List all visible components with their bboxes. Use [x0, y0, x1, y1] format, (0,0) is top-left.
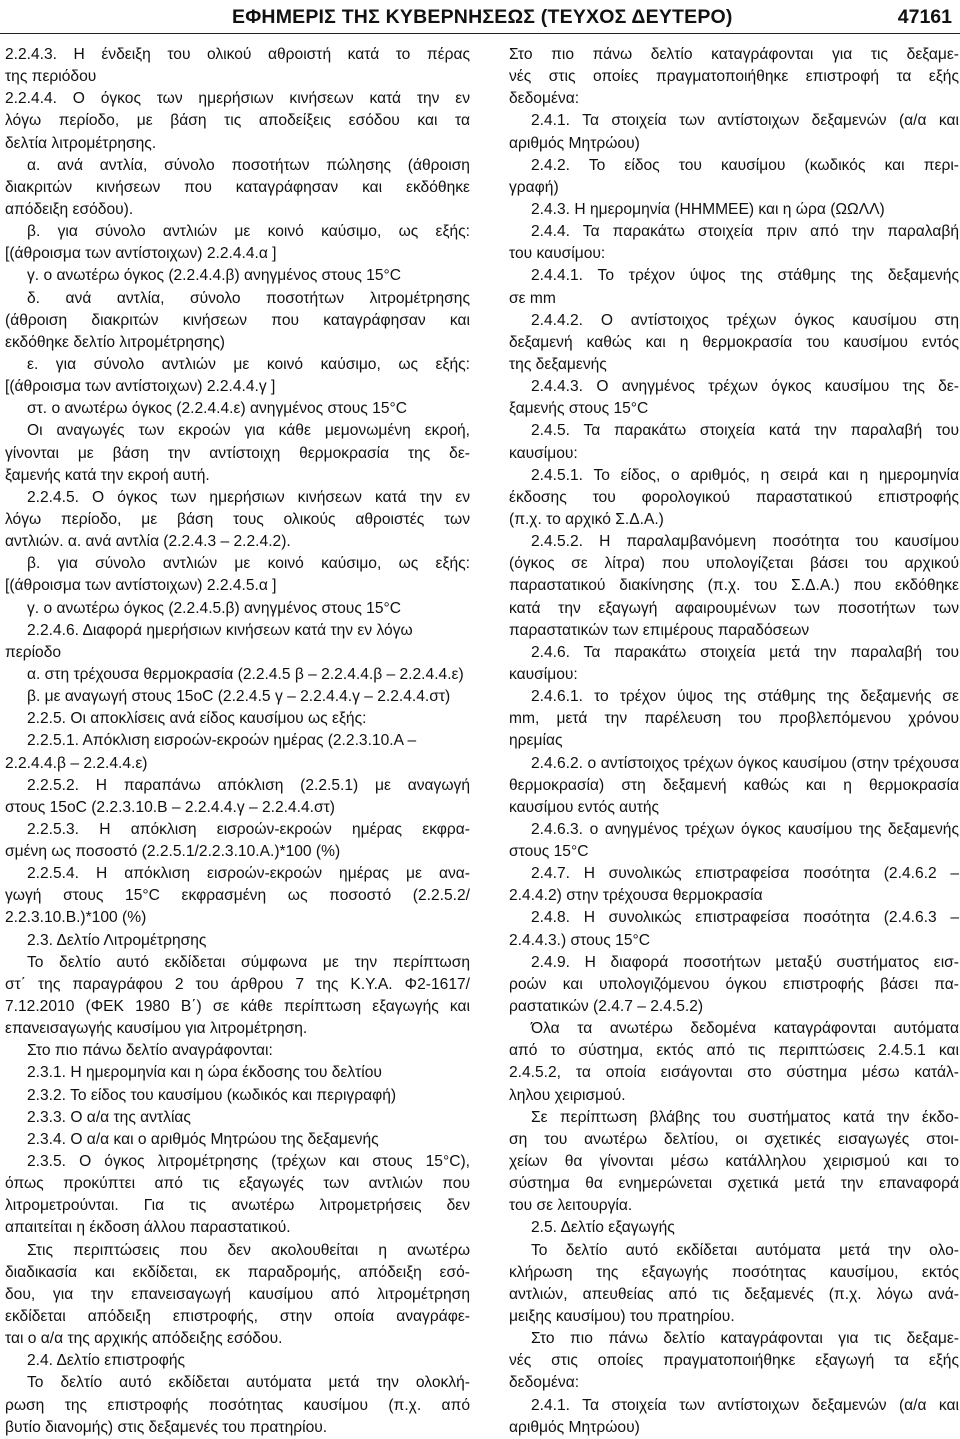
text-line: αντλιών. α. ανά αντλία (2.2.4.3 – 2.2.4.2). [5, 533, 291, 551]
text-line: Στο πιο πάνω δελτίο καταγράφονται για τις δεξαμε- [531, 1330, 959, 1348]
text-line: λόγω περίοδο, με βάση τους ολικούς αθροιστές των [5, 510, 470, 528]
gazette-title: ΕΦΗΜΕΡΙΣ ΤΗΣ ΚΥΒΕΡΝΗΣΕΩΣ (ΤΕΥΧΟΣ ΔΕΥΤΕΡΟ) [232, 6, 733, 28]
text-line: Όλα τα ανωτέρω δεδομένα καταγράφονται αυτόματα [531, 1020, 959, 1038]
text-line: αριθμός Μητρώου) [509, 1418, 640, 1436]
text-line: στους 15οC (2.2.3.10.Β – 2.2.4.4.γ – 2.2.4.4.στ) [5, 798, 335, 816]
text-line: β. για σύνολο αντλιών με κοινό καύσιμο, ως εξής: [27, 223, 470, 241]
text-line: έκδοσης του φορολογικού παραστατικού επιστροφής [509, 488, 959, 506]
text-line: 2.3. Δελτίο Λιτρομέτρησης [27, 931, 207, 949]
text-line: 2.2.5.4. Η απόκλιση εισροών-εκροών ημέρας με ανα- [27, 865, 470, 883]
text-line: βυτίο διανομής) στις δεξαμενές του πρατηρίου. [5, 1418, 328, 1436]
text-line: διακριτών κινήσεων που καταγράφησαν και εκδόθηκε [5, 178, 470, 196]
text-line: 2.4.5.2, τα οποία εισάγονται στο σύστημα μέσω κατάλ- [509, 1064, 959, 1082]
text-line: δου, για την επανεισαγωγή καυσίμου από λιτρομέτρηση [5, 1285, 470, 1303]
text-line: 2.4.4.2) στην τρέχουσα θερμοκρασία [509, 887, 763, 905]
text-line: 2.2.5.3. Η απόκλιση εισροών-εκροών ημέρας εκφρα- [27, 820, 470, 838]
text-line: Στο πιο πάνω δελτίο αναγράφονται: [27, 1042, 273, 1060]
text-line: γ. ο ανωτέρω όγκος (2.2.4.4.β) ανηγμένος στους 15°C [27, 267, 402, 285]
text-line: ηρεμίας [509, 732, 563, 750]
text-line: 2.4. Δελτίο επιστροφής [27, 1352, 186, 1370]
text-line: σύστημα θα ενημερώνεται σχετικά μετά την επαναφορά [509, 1175, 959, 1193]
text-line: 2.2.4.4.β – 2.2.4.4.ε) [5, 754, 148, 772]
text-line: 2.4.6. Τα παρακάτω στοιχεία μετά την παραλαβή του [531, 643, 959, 661]
text-line: νές στις οποίες πραγματοποιήθηκε εξαγωγή τα εξής [509, 1352, 959, 1370]
text-line: 2.4.6.3. ο ανηγμένος τρέχων όγκος καυσίμου της δεξαμενής [531, 820, 959, 838]
text-line: 2.4.4.3.) στους 15°C [509, 931, 650, 949]
text-line: αντλιών, απευθείας από τις δεξαμενές (π.χ. λόγω ανά- [509, 1285, 959, 1303]
text-line: 2.4.8. Η συνολικώς επιστραφείσα ποσότητα (2.4.6.3 – [531, 909, 959, 927]
text-line: λόγω περίοδο, με βάση τις αποδείξεις εσόδου και τα [5, 112, 470, 130]
text-line: στ. ο ανωτέρω όγκος (2.2.4.4.ε) ανηγμένος στους 15°C [27, 400, 407, 418]
text-line: δεξαμενή καθώς και η θερμοκρασία του καυσίμου εντός [509, 333, 959, 351]
text-line: ραστατικών (2.4.7 – 2.4.5.2) [509, 998, 704, 1016]
text-line: διαδικασία και εκδίδεται, εκ παραδρομής, απόδειξη εσό- [5, 1263, 470, 1281]
text-line: απαιτείται η έκδοση άλλου παραστατικού. [5, 1219, 291, 1237]
text-line: 2.4.1. Τα στοιχεία των αντίστοιχων δεξαμενών (α/α και [531, 112, 959, 130]
text-line: 2.3.4. Ο α/α και ο αριθμός Μητρώου της δεξαμενής [27, 1130, 379, 1148]
text-line: 2.2.5.1. Απόκλιση εισροών-εκροών ημέρας (2.2.3.10.Α – [27, 732, 417, 750]
text-line: 2.2.4.6. Διαφορά ημερήσιων κινήσεων κατά την εν λόγω [27, 621, 413, 639]
text-line: 2.4.3. Η ημερομηνία (ΗΗΜΜΕΕ) και η ώρα (ΩΩΛΛ) [531, 200, 885, 218]
text-line: mm, μετά την παρέλευση του προβλεπόμενου χρόνου [509, 710, 959, 728]
text-line: περίοδο [5, 643, 62, 661]
text-line: θερμοκρασία) στη δεξαμενή καθώς και η θερμοκρασία [509, 776, 959, 794]
text-line: ται ο α/α της αρχικής απόδειξης εσόδου. [5, 1330, 283, 1348]
text-line: δεδομένα: [509, 90, 580, 108]
text-line: από το σύστημα, εκτός από τις περιπτώσεις 2.4.5.1 και [509, 1042, 959, 1060]
left-column [5, 44, 470, 1439]
text-line: Στο πιο πάνω δελτίο καταγράφονται για τις δεξαμε- [509, 46, 959, 63]
text-line: 2.3.2. Το είδος του καυσίμου (κωδικός και περιγραφή) [27, 1086, 397, 1104]
text-line: δελτία λιτρομέτρησης. [5, 134, 157, 152]
text-line: εκδίδεται απόδειξη επιστροφής, στην οποία αναγράφε- [5, 1308, 470, 1326]
text-line: ροών και υπολογιζόμενου όγκου επιστροφής βάσει πα- [509, 975, 959, 993]
text-line: 2.2.4.3. Η ένδειξη του ολικού αθροιστή κατά το πέρας [5, 46, 470, 63]
text-line: νές στις οποίες πραγματοποιήθηκε επιστροφή τα εξής [509, 68, 959, 86]
text-line: γ. ο ανωτέρω όγκος (2.2.4.5.β) ανηγμένος στους 15°C [27, 599, 402, 617]
text-line: 2.3.5. Ο όγκος λιτρομέτρησης (τρέχων και στους 15°C), [27, 1153, 470, 1171]
text-line: λιτρομετρούνται. Για τις ανωτέρω λιτρομετρήσεις δεν [5, 1197, 470, 1215]
text-line: 2.4.5.2. Η παραλαμβανόμενη ποσότητα του καυσίμου [531, 533, 959, 551]
text-line: 2.5. Δελτίο εξαγωγής [531, 1219, 675, 1237]
text-line: 2.4.9. Η διαφορά ποσοτήτων μεταξύ συστήματος εισ- [531, 953, 959, 971]
text-line: στ΄ της παραγράφου 2 του άρθρου 7 της Κ.Υ.Α. Φ2-1617/ [5, 975, 470, 993]
text-line: Το δελτίο αυτό εκδίδεται σύμφωνα με την περίπτωση [27, 953, 470, 971]
text-line: 2.2.3.10.Β.)*100 (%) [5, 909, 147, 927]
text-line: 2.2.4.5. Ο όγκος των ημερήσιων κινήσεων κατά την εν [27, 488, 470, 506]
text-line: 2.4.5. Τα παρακάτω στοιχεία κατά την παραλαβή του [531, 422, 959, 440]
page-header [0, 0, 960, 36]
text-line: α. ανά αντλία, σύνολο ποσοτήτων πώλησης (άθροιση [27, 156, 470, 174]
text-line: απόδειξη εσόδου). [5, 200, 134, 218]
text-line: 2.4.7. Η συνολικώς επιστραφείσα ποσότητα (2.4.6.2 – [531, 865, 959, 883]
text-line: Σε περίπτωση βλάβης του συστήματος κατά την έκδο- [531, 1108, 959, 1126]
text-line: της περιόδου [5, 68, 97, 86]
right-column [509, 44, 959, 1439]
text-line: Οι αναγωγές των εκροών για κάθε μεμονωμένη εκροή, [27, 422, 470, 440]
text-line: ρωση της επιστροφής ποσότητας καυσίμου (π.χ. από [5, 1396, 470, 1414]
text-line: Στις περιπτώσεις που δεν ακολουθείται η ανωτέρω [27, 1241, 470, 1259]
text-line: 2.4.5.1. Το είδος, ο αριθμός, η σειρά και η ημερομηνία [531, 466, 959, 484]
text-line: 2.2.4.4. Ο όγκος των ημερήσιων κινήσεων κατά την εν [5, 90, 470, 108]
text-line: 2.4.4.2. Ο αντίστοιχος τρέχων όγκος καυσίμου στη [531, 311, 959, 329]
text-line: αριθμός Μητρώου) [509, 134, 640, 152]
text-line: 2.4.4. Τα παρακάτω στοιχεία πριν από την παραλαβή [531, 223, 959, 241]
text-line: παραστατικού διακίνησης (π.χ. του Σ.Δ.Α.) που εκδόθηκε [509, 577, 959, 595]
text-line: του σε λειτουργία. [509, 1197, 633, 1215]
page-number: 47161 [897, 6, 952, 28]
text-line: κατά την εξαγωγή αφαιρουμένων των ποσοτήτων των [509, 599, 959, 617]
text-line: 2.4.4.3. Ο ανηγμένος τρέχων όγκος καυσίμου της δε- [531, 378, 959, 396]
text-line: 2.4.6.1. το τρέχον ύψος της στάθμης της δεξαμενής σε [531, 688, 959, 706]
text-line: ληλου χειρισμού. [509, 1086, 626, 1104]
text-line: 2.3.1. Η ημερομηνία και η ώρα έκδοσης του δελτίου [27, 1064, 382, 1082]
text-line: (όγκος σε λίτρα) που υπολογίζεται βάσει του αρχικού [509, 555, 959, 573]
text-line: στους 15°C [509, 843, 589, 861]
text-line: 2.3.3. Ο α/α της αντλίας [27, 1108, 191, 1126]
text-line: εκδόθηκε δελτίο λιτρομέτρησης) [5, 333, 226, 351]
text-line: μειξης καυσίμου) του πρατηρίου. [509, 1308, 735, 1326]
text-line: [(άθροισμα των αντίστοιχων) 2.2.4.4.α ] [5, 245, 277, 263]
text-line: γραφή) [509, 178, 559, 196]
text-line: ση του ανωτέρω δελτίου, οι σχετικές εισαγωγές στοι- [509, 1130, 959, 1148]
text-line: καυσίμου: [509, 444, 578, 462]
text-line: 2.4.1. Τα στοιχεία των αντίστοιχων δεξαμενών (α/α και [531, 1396, 959, 1414]
text-line: [(άθροισμα των αντίστοιχων) 2.2.4.5.α ] [5, 577, 277, 595]
text-line: παραστατικών των επιμέρους παραδόσεων [509, 621, 810, 639]
text-line: κλήρωση της εξαγωγής ποσότητας καυσίμου, εκτός [509, 1263, 959, 1281]
text-line: 2.2.5. Οι αποκλίσεις ανά είδος καυσίμου ως εξής: [27, 710, 367, 728]
text-line: 2.4.2. Το είδος του καυσίμου (κωδικός και περι- [531, 156, 959, 174]
text-line: (άθροιση διακριτών κινήσεων που καταγράφησαν και [5, 311, 470, 329]
text-line: ε. για σύνολο αντλιών με κοινό καύσιμο, ως εξής: [27, 355, 470, 373]
text-line: της δεξαμενής [509, 355, 607, 373]
text-line: δ. ανά αντλία, σύνολο ποσοτήτων λιτρομέτρησης [27, 289, 470, 307]
text-line: Το δελτίο αυτό εκδίδεται αυτόματα μετά την ολο- [531, 1241, 959, 1259]
text-line: του καυσίμου: [509, 245, 606, 263]
text-line: (π.χ. το αρχικό Σ.Δ.Α.) [509, 510, 664, 528]
header-rule [0, 33, 960, 34]
text-line: γίνονται με βάση την αντίστοιχη θερμοκρασία της δε- [5, 444, 470, 462]
text-line: β. για σύνολο αντλιών με κοινό καύσιμο, ως εξής: [27, 555, 470, 573]
text-line: καυσίμου εντός αυτής [509, 798, 660, 816]
text-line: 2.4.4.1. Το τρέχον ύψος της στάθμης της δεξαμενής [531, 267, 959, 285]
text-line: ξαμενής στους 15°C [509, 400, 649, 418]
text-line: καυσίμου: [509, 665, 578, 683]
text-line: 2.2.5.2. Η παραπάνω απόκλιση (2.2.5.1) με αναγωγή [27, 776, 470, 794]
text-line: α. στη τρέχουσα θερμοκρασία (2.2.4.5 β – 2.2.4.4.β – 2.2.4.4.ε) [27, 665, 464, 683]
text-line: δεδομένα: [509, 1374, 580, 1392]
text-line: σε mm [509, 289, 556, 307]
text-line: επανεισαγωγής καυσίμου για λιτρομέτρηση. [5, 1020, 308, 1038]
text-line: β. με αναγωγή στους 15οC (2.2.4.5 γ – 2.2.4.4.γ – 2.2.4.4.στ) [27, 688, 451, 706]
text-line: σμένη ως ποσοστό (2.2.5.1/2.2.3.10.Α.)*100 (%) [5, 843, 341, 861]
text-line: όπως προκύπτει από τις εξαγωγές των αντλιών που [5, 1175, 470, 1193]
text-line: 2.4.6.2. ο αντίστοιχος τρέχων όγκος καυσίμου (στην τρέχουσα [531, 754, 959, 772]
text-line: Το δελτίο αυτό εκδίδεται αυτόματα μετά την ολοκλή- [27, 1374, 470, 1392]
text-line: [(άθροισμα των αντίστοιχων) 2.2.4.4.γ ] [5, 378, 276, 396]
text-line: χείων θα γίνονται μέσω κατάλληλου χειρισμού και το [509, 1153, 959, 1171]
text-line: ξαμενής κατά την εκροή αυτή. [5, 466, 210, 484]
text-line: 7.12.2010 (ΦΕΚ 1980 Β΄) σε κάθε περίπτωση εξαγωγής και [5, 998, 470, 1016]
text-line: γωγή στους 15°C εκφρασμένη ως ποσοστό (2.2.5.2/ [5, 887, 470, 905]
